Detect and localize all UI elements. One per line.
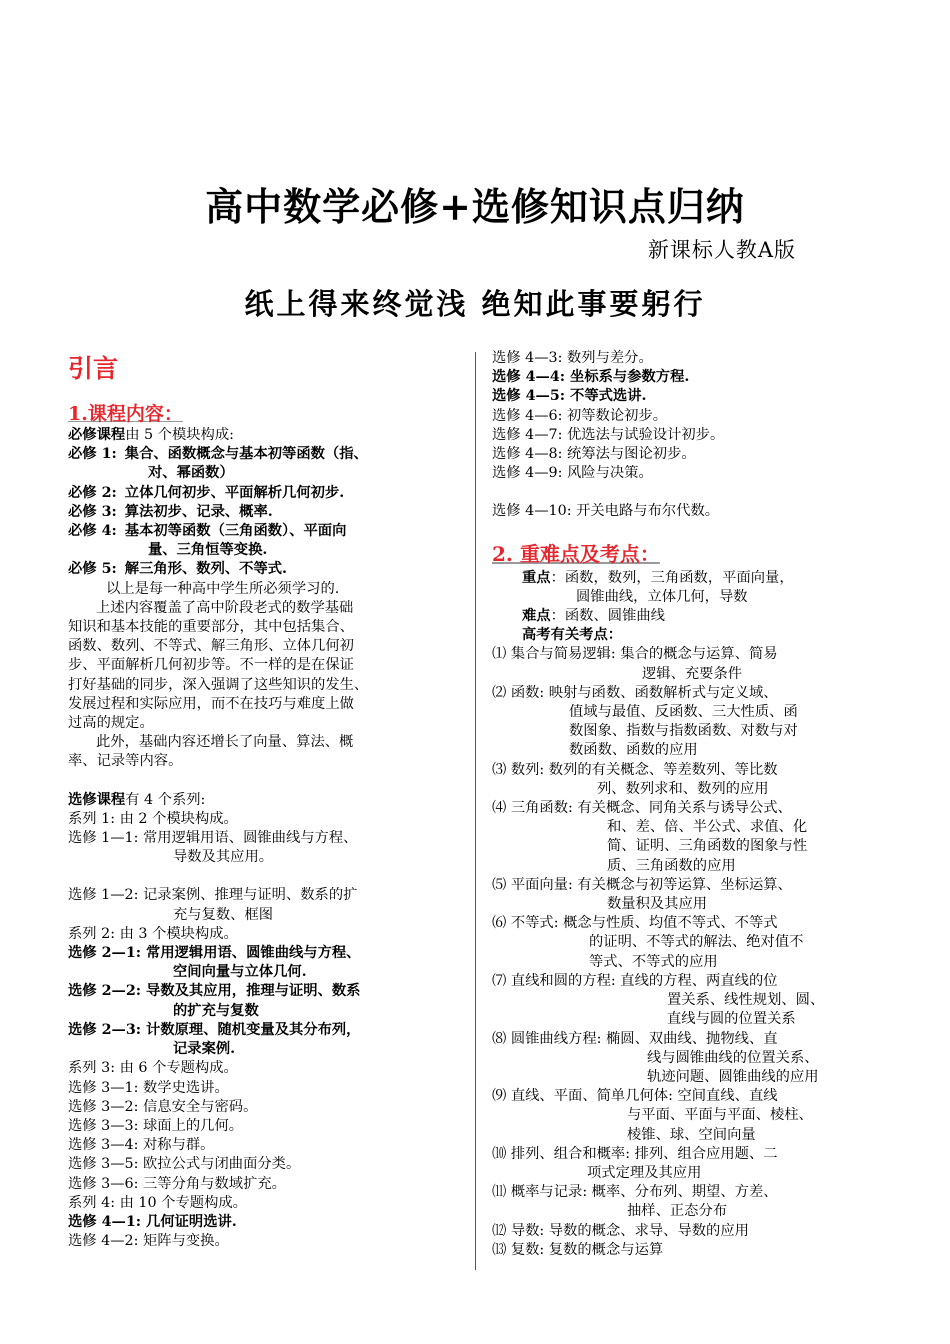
right-column bbox=[492, 349, 912, 1260]
module-label: 必修 1: bbox=[68, 446, 117, 463]
left-column bbox=[68, 354, 463, 1251]
paragraph-line: 函数、数列、不等式、解三角形、立体几何初 bbox=[68, 638, 354, 655]
paragraph-line: 发展过程和实际应用，而不在技巧与难度上做 bbox=[68, 695, 354, 712]
exam-point-cont: 的证明、不等式的解法、绝对值不 bbox=[589, 934, 804, 951]
exam-point-cont: 数量积及其应用 bbox=[607, 896, 708, 913]
key-points-text: ：函数，数列，三角函数，平面向量， bbox=[550, 569, 794, 586]
elective-line: 选修 1—2: 记录案例、推理与证明、数系的扩 bbox=[68, 887, 358, 904]
exam-point-cont: 列、数列求和、数列的应用 bbox=[597, 780, 769, 797]
paragraph-line: 此外，基础内容还增长了向量、算法、概 bbox=[96, 734, 354, 751]
module-text: 集合、函数概念与基本初等函数（指、 bbox=[124, 446, 368, 463]
section1-heading: 1.课程内容： bbox=[68, 403, 183, 425]
module-label: 必修 4: bbox=[68, 523, 117, 540]
exam-point-cont: 质、三角函数的应用 bbox=[607, 857, 736, 874]
paragraph-line: 上述内容覆盖了高中阶段老式的数学基础 bbox=[96, 599, 354, 616]
xuanxiu-intro bbox=[68, 791, 463, 810]
exam-points-list bbox=[492, 645, 912, 1260]
paragraph-line: 步、平面解析几何初步等。不一样的是在保证 bbox=[68, 657, 354, 674]
elective-line: 选修 4—1: 几何证明选讲. bbox=[68, 1213, 237, 1230]
exam-point-cont: 轨迹问题、圆锥曲线的应用 bbox=[647, 1068, 819, 1085]
key-points bbox=[492, 569, 912, 588]
exam-point: ⑿ 导数: 导数的概念、求导、导数的应用 bbox=[492, 1222, 749, 1239]
exam-point-cont: 项式定理及其应用 bbox=[587, 1164, 702, 1181]
module-row bbox=[68, 484, 463, 503]
bixiu-intro bbox=[68, 426, 463, 445]
elective-line: 记录案例. bbox=[173, 1041, 236, 1058]
elective-line: 选修 2—1: 常用逻辑用语、圆锥曲线与方程、 bbox=[68, 945, 361, 962]
elective-line: 选修 4—8: 统筹法与图论初步。 bbox=[492, 446, 696, 463]
module-row bbox=[68, 522, 463, 541]
exam-point-cont: 值域与最值、反函数、三大性质、函 bbox=[569, 704, 798, 721]
elective-line: 选修 3—6: 三等分角与数域扩充。 bbox=[68, 1175, 286, 1192]
elective-line: 选修 3—2: 信息安全与密码。 bbox=[68, 1098, 258, 1115]
elective-line: 选修 4—2: 矩阵与变换。 bbox=[68, 1233, 229, 1250]
exam-point-cont: 逻辑、充要条件 bbox=[642, 665, 743, 682]
module-text: 算法初步、记录、概率. bbox=[124, 503, 273, 520]
elective-line: 选修 4—3: 数列与差分。 bbox=[492, 350, 653, 366]
elective-line: 选修 4—4: 坐标系与参数方程. bbox=[492, 369, 690, 386]
elective-line: 选修 3—1: 数学史选讲。 bbox=[68, 1079, 229, 1096]
elective-line: 空间向量与立体几何. bbox=[173, 964, 307, 981]
elective-line: 充与复数、框图 bbox=[173, 906, 274, 923]
exam-points-label: 高考有关考点： bbox=[522, 627, 623, 644]
elective-line: 的扩充与复数 bbox=[173, 1002, 259, 1019]
module-row bbox=[68, 503, 463, 522]
paragraph-line: 过高的规定。 bbox=[68, 715, 154, 732]
key-points-label: 重点 bbox=[522, 569, 551, 586]
elective-list-cont bbox=[492, 349, 912, 522]
module-text: 基本初等函数（三角函数）、平面向 bbox=[124, 523, 347, 540]
exam-point: ⒀ 复数: 复数的概念与运算 bbox=[492, 1241, 664, 1258]
elective-line: 系列 1: 由 2 个模块构成。 bbox=[68, 810, 238, 827]
elective-line: 选修 4—10: 开关电路与布尔代数。 bbox=[492, 503, 720, 520]
elective-line: 选修 3—5: 欧拉公式与闭曲面分类。 bbox=[68, 1156, 301, 1173]
elective-line: 导数及其应用。 bbox=[173, 849, 274, 866]
paragraph-line: 打好基础的同步，深入强调了这些知识的发生、 bbox=[68, 676, 369, 693]
exam-point: ⑷ 三角函数: 有关概念、同角关系与诱导公式、 bbox=[492, 800, 792, 817]
module-text: 解三角形、数列、不等式. bbox=[124, 561, 288, 578]
column-divider bbox=[475, 352, 476, 1270]
exam-point-cont: 等式、不等式的应用 bbox=[589, 953, 718, 970]
exam-point: ⑶ 数列: 数列的有关概念、等差数列、等比数 bbox=[492, 761, 778, 778]
module-row-cont: 量、三角恒等变换. bbox=[148, 542, 268, 559]
blank-line bbox=[68, 867, 463, 886]
exam-point-cont: 和、差、倍、半公式、求值、化 bbox=[607, 819, 808, 836]
module-label: 必修 2: bbox=[68, 484, 117, 501]
exam-point-cont: 置关系、线性规划、圆、 bbox=[667, 992, 825, 1009]
paragraph-line: 知识和基本技能的重要部分，其中包括集合、 bbox=[68, 619, 354, 636]
bixiu-desc: 由 5 个模块构成: bbox=[125, 427, 234, 443]
exam-point: ⑴ 集合与简易逻辑: 集合的概念与运算、简易 bbox=[492, 646, 778, 663]
exam-point-cont: 与平面、平面与平面、棱柱、 bbox=[627, 1107, 813, 1124]
exam-point: ⑻ 圆锥曲线方程: 椭圆、双曲线、抛物线、直 bbox=[492, 1030, 778, 1047]
page-title: 高中数学必修+选修知识点归纳 bbox=[205, 184, 745, 229]
elective-line: 选修 4—9: 风险与决策。 bbox=[492, 465, 653, 482]
intro-paragraph bbox=[68, 580, 463, 772]
module-row-cont: 对、幂函数） bbox=[148, 465, 234, 482]
elective-line: 选修 2—2: 导数及其应用，推理与证明、数系 bbox=[68, 983, 361, 1000]
edition-subtitle: 新课标人教A版 bbox=[647, 238, 796, 262]
elective-line: 选修 4—6: 初等数论初步。 bbox=[492, 407, 668, 424]
intro-heading: 引言 bbox=[68, 354, 119, 383]
elective-line: 选修 3—3: 球面上的几何。 bbox=[68, 1117, 244, 1134]
exam-point-cont: 直线与圆的位置关系 bbox=[667, 1011, 796, 1028]
module-row bbox=[68, 445, 463, 464]
elective-line: 系列 4: 由 10 个专题构成。 bbox=[68, 1194, 247, 1211]
elective-line: 系列 2: 由 3 个模块构成。 bbox=[68, 925, 238, 942]
exam-point: ⑸ 平面向量: 有关概念与初等运算、坐标运算、 bbox=[492, 876, 792, 893]
elective-line: 选修 4—5: 不等式选讲. bbox=[492, 388, 647, 405]
module-text: 立体几何初步、平面解析几何初步. bbox=[124, 484, 345, 501]
module-label: 必修 3: bbox=[68, 503, 117, 520]
exam-point-cont: 抽样、正态分布 bbox=[627, 1203, 728, 1220]
module-list bbox=[68, 445, 463, 579]
difficult-points bbox=[492, 607, 912, 626]
module-label: 必修 5: bbox=[68, 561, 117, 578]
exam-point-cont: 线与圆锥曲线的位置关系、 bbox=[647, 1049, 819, 1066]
exam-point: ⑹ 不等式: 概念与性质、均值不等式、不等式 bbox=[492, 915, 778, 932]
blank-line bbox=[492, 483, 912, 502]
elective-list bbox=[68, 810, 463, 1251]
elective-line: 选修 2—3: 计数原理、随机变量及其分布列， bbox=[68, 1021, 361, 1038]
difficult-points-label: 难点 bbox=[522, 608, 551, 625]
exam-point: ⑽ 排列、组合和概率: 排列、组合应用题、二 bbox=[492, 1145, 778, 1162]
difficult-points-text: ：函数、圆锥曲线 bbox=[550, 608, 665, 625]
exam-point: ⑾ 概率与记录: 概率、分布列、期望、方差、 bbox=[492, 1184, 778, 1201]
exam-point: ⑼ 直线、平面、简单几何体: 空间直线、直线 bbox=[492, 1088, 778, 1105]
elective-line: 选修 4—7: 优选法与试验设计初步。 bbox=[492, 426, 725, 443]
section2-heading: 2. 重难点及考点： bbox=[492, 541, 660, 566]
paragraph-line: 率、记录等内容。 bbox=[68, 753, 183, 770]
paragraph-line: 以上是每一种高中学生所必须学习的. bbox=[106, 580, 340, 597]
xuanxiu-label: 选修课程 bbox=[68, 791, 126, 808]
elective-line: 选修 3—4: 对称与群。 bbox=[68, 1137, 215, 1154]
exam-point: ⑺ 直线和圆的方程: 直线的方程、两直线的位 bbox=[492, 972, 778, 989]
elective-line: 系列 3: 由 6 个专题构成。 bbox=[68, 1060, 238, 1077]
xuanxiu-desc: 有 4 个系列: bbox=[125, 791, 206, 808]
motto: 纸上得来终觉浅 绝知此事要躬行 bbox=[244, 287, 706, 321]
bixiu-label: 必修课程 bbox=[68, 427, 126, 443]
exam-point-cont: 数函数、函数的应用 bbox=[569, 742, 698, 759]
module-row bbox=[68, 560, 463, 579]
exam-point: ⑵ 函数: 映射与函数、函数解析式与定义域、 bbox=[492, 684, 778, 701]
exam-point-cont: 棱锥、球、空间向量 bbox=[627, 1126, 756, 1143]
elective-line: 选修 1—1: 常用逻辑用语、圆锥曲线与方程、 bbox=[68, 830, 358, 847]
exam-point-cont: 简、证明、三角函数的图象与性 bbox=[607, 838, 808, 855]
exam-point-cont: 数图象、指数与指数函数、对数与对 bbox=[569, 723, 798, 740]
key-points-cont: 圆锥曲线，立体几何，导数 bbox=[576, 588, 748, 605]
